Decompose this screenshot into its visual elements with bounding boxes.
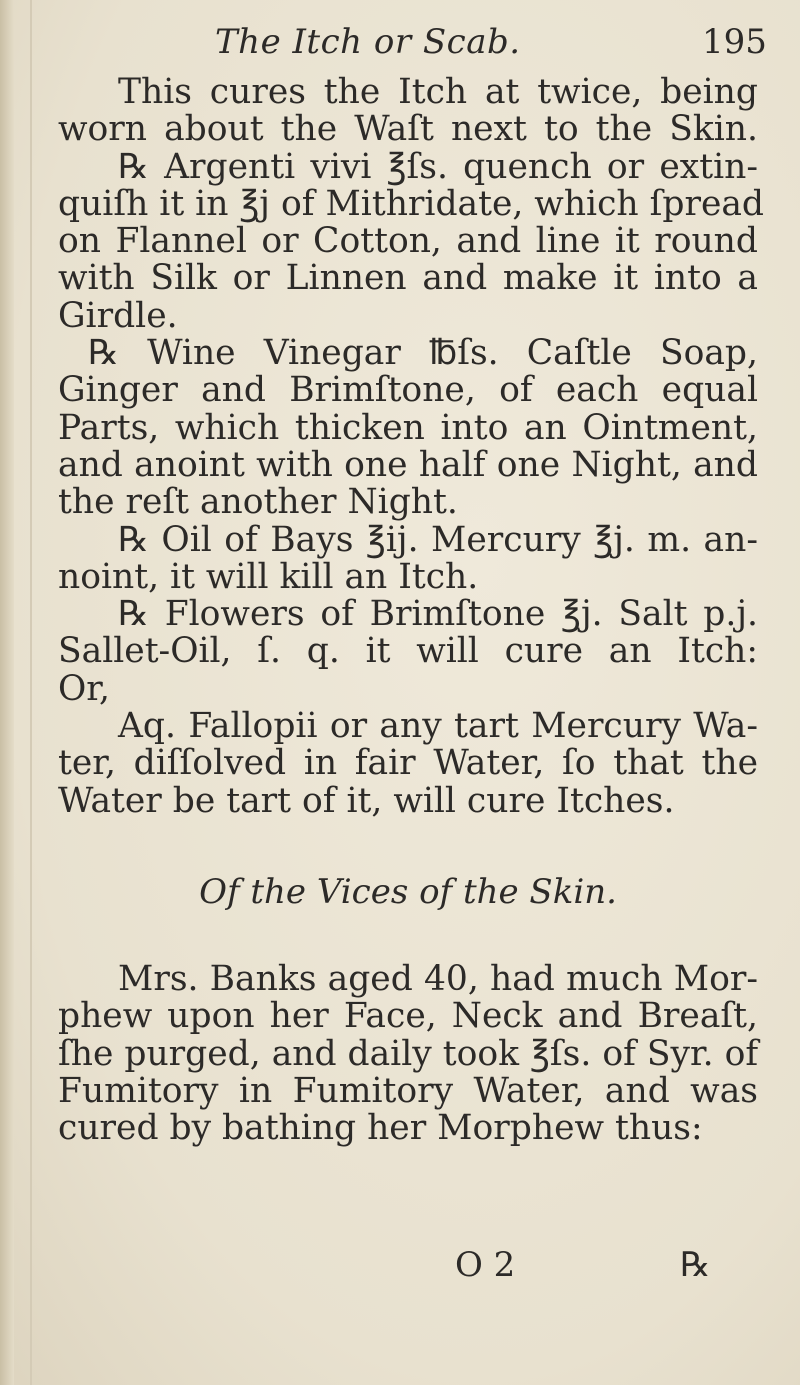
text-line: ter, diſſolved in fair Water, ſo that the <box>58 743 758 784</box>
text-line: Sallet-Oil, ſ. q. it will cure an Itch: <box>58 631 758 672</box>
text-line: on Flannel or Cotton, and line it round <box>58 221 758 262</box>
text-line: noint, it will kill an Itch. <box>58 556 479 597</box>
text-line: Girdle. <box>58 295 178 336</box>
text-line: Fumitory in Fumitory Water, and was <box>58 1070 758 1111</box>
text-line: Mrs. Banks aged 40, had much Mor- <box>118 958 758 999</box>
text-line: quiſh it in ℥j of Mithridate, which ſpread <box>58 183 765 224</box>
body-text <box>58 72 765 1149</box>
text-line: with Silk or Linnen and make it into a <box>58 258 758 299</box>
text-line: ſhe purged, and daily took ℥ſs. of Syr. of <box>58 1033 759 1074</box>
text-line: the reſt another Night. <box>58 482 458 523</box>
signature-mark: O 2 <box>455 1245 516 1285</box>
text-line: Or, <box>58 668 110 709</box>
text-line: ℞ Flowers of Brimſtone ℥j. Salt p.j. <box>118 594 758 635</box>
text-line: This cures the Itch at twice, being <box>118 72 758 112</box>
text-line: cured by bathing her Morphew thus: <box>58 1108 703 1149</box>
text-line: ℞ Argenti vivi ℥ſs. quench or extin- <box>118 146 758 187</box>
gutter-shadow <box>30 0 32 1385</box>
text-line: Water be tart of it, will cure Itches. <box>58 780 675 821</box>
text-line: Ginger and Brimſtone, of each equal <box>58 370 758 411</box>
text-line: ℞ Oil of Bays ℥ij. Mercury ℥j. m. an- <box>118 519 758 560</box>
text-line: Aq. Fallopii or any tart Mercury Wa- <box>118 706 758 747</box>
catchword: ℞ <box>680 1245 711 1285</box>
section-heading: Of the Vices of the Skin. <box>199 871 617 912</box>
text-line: ℞ Wine Vinegar ℔ſs. Caſtle Soap, <box>88 333 758 374</box>
text-line: Parts, which thicken into an Ointment, <box>58 407 758 448</box>
text-line: and anoint with one half one Night, and <box>58 444 758 485</box>
text-line: phew upon her Face, Neck and Breaſt, <box>58 996 758 1037</box>
running-head: The Itch or Scab. <box>215 22 521 62</box>
footer-catchline <box>0 1245 800 1285</box>
page-gutter <box>0 0 14 1385</box>
text-line: worn about the Waſt next to the Skin. <box>58 109 758 150</box>
page-number: 195 <box>702 22 767 62</box>
